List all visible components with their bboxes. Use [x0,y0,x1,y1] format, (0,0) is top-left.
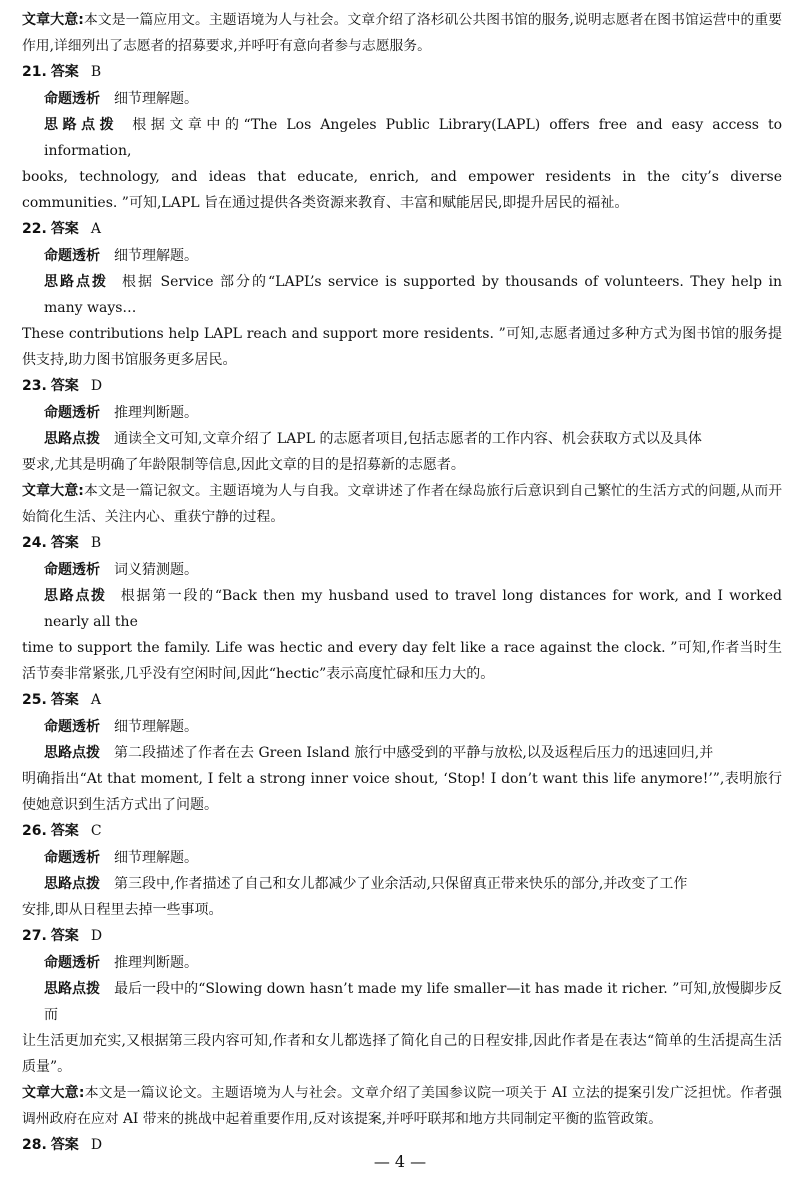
page-number: — 4 — [373,1152,427,1171]
hint-continuation: These contributions help LAPL reach and support more residents. ”可知,志愿者通过多种方式为图书馆的服务提供支持,助力图书馆服务更多居民。 [22,326,782,368]
analysis-text: 细节理解题。 [114,719,198,735]
question-number: 21. [22,64,47,80]
article-summary [22,478,782,530]
answer-value: D [90,928,103,944]
analysis-text: 推理判断题。 [114,405,198,421]
summary-label: 文章大意: [22,12,84,28]
hint-label: 思路点拨 [44,588,107,604]
question-answer [22,687,782,714]
hint-label: 思路点拨 [44,117,119,133]
analysis-line [22,86,782,112]
analysis-text: 细节理解题。 [114,850,198,866]
analysis-line [22,950,782,976]
hint-text: 根据 Service 部分的“LAPL’s service is supported by thousands of volunteers. They help in many ways… [44,274,782,316]
hint-continuation: 安排,即从日程里去掉一些事项。 [22,902,223,918]
hint-continuation: books, technology, and ideas that educate, enrich, and empower residents in the city’s diverse communities. ”可知,LAPL 旨在通过提供各类资源来教育、丰富和赋能居民,即提升居民的福祉。 [22,169,782,211]
analysis-line [22,845,782,871]
document-body [22,7,782,1159]
question-answer [22,530,782,557]
analysis-line [22,714,782,740]
summary-label: 文章大意: [22,483,84,499]
question-answer [22,923,782,950]
answer-value: A [90,221,101,237]
analysis-label: 命题透析 [44,91,100,107]
summary-text: 本文是一篇记叙文。主题语境为人与自我。文章讲述了作者在绿岛旅行后意识到自己繁忙的生活方式的问题,从而开始简化生活、关注内心、重获宁静的过程。 [22,483,782,525]
hint-line [22,740,782,766]
answer-label: 答案 [50,1137,79,1153]
hint-label: 思路点拨 [44,981,101,997]
answer-value: B [90,535,102,551]
hint-label: 思路点拨 [44,745,100,761]
summary-text: 本文是一篇应用文。主题语境为人与社会。文章介绍了洛杉矶公共图书馆的服务,说明志愿者在图书馆运营中的重要作用,详细列出了志愿者的招募要求,并呼吁有意向者参与志愿服务。 [22,12,782,54]
analysis-line [22,400,782,426]
question-answer [22,818,782,845]
hint-text: 根据文章中的“The Los Angeles Public Library(LAPL) offers free and easy access to information, [44,117,782,159]
hint-label: 思路点拨 [44,274,109,290]
hint-continuation: time to support the family. Life was hectic and every day felt like a race against the clock. ”可知,作者当时生活节奏非常紧张,几乎没有空闲时间,因此“hectic”表示高度忙碌和压力大的。 [22,640,782,682]
hint-text: 第三段中,作者描述了自己和女儿都减少了业余活动,只保留真正带来快乐的部分,并改变了工作 [114,876,688,892]
analysis-text: 词义猜测题。 [114,562,198,578]
question-answer [22,373,782,400]
hint-line [22,112,782,164]
hint-text: 第二段描述了作者在去 Green Island 旅行中感受到的平静与放松,以及返程后压力的迅速回归,并 [114,745,714,761]
hint-label: 思路点拨 [44,431,100,447]
question-answer [22,216,782,243]
answer-value: A [90,692,101,708]
hint-line [22,426,782,452]
analysis-line [22,557,782,583]
answer-label: 答案 [50,535,79,551]
summary-label: 文章大意: [22,1085,85,1101]
analysis-text: 细节理解题。 [114,248,198,264]
hint-text: 根据第一段的“Back then my husband used to travel long distances for work, and I worked nearly all the [44,588,782,630]
analysis-label: 命题透析 [44,955,100,971]
hint-line [22,269,782,321]
hint-line [22,976,782,1028]
analysis-line [22,243,782,269]
question-number: 27. [22,928,47,944]
analysis-label: 命题透析 [44,405,100,421]
question-answer [22,59,782,86]
hint-continuation: 明确指出“At that moment, I felt a strong inner voice shout, ‘Stop! I don’t want this life anymore!’”,表明旅行使她意识到生活方式出了问题。 [22,771,782,813]
question-number: 26. [22,823,47,839]
question-number: 24. [22,535,47,551]
analysis-text: 细节理解题。 [114,91,198,107]
answer-value: D [90,1137,103,1153]
answer-value: C [90,823,102,839]
answer-label: 答案 [50,692,79,708]
answer-label: 答案 [50,64,79,80]
hint-continuation: 要求,尤其是明确了年龄限制等信息,因此文章的目的是招募新的志愿者。 [22,457,465,473]
article-summary [22,1080,782,1132]
answer-value: B [90,64,102,80]
hint-continuation: 让生活更加充实,又根据第三段内容可知,作者和女儿都选择了简化自己的日程安排,因此作者是在表达“简单的生活提高生活质量”。 [22,1033,782,1075]
analysis-text: 推理判断题。 [114,955,198,971]
question-number: 28. [22,1137,47,1153]
answer-label: 答案 [50,221,79,237]
hint-label: 思路点拨 [44,876,100,892]
answer-value: D [90,378,103,394]
answer-label: 答案 [50,928,79,944]
article-summary [22,7,782,59]
answer-label: 答案 [50,823,79,839]
answer-label: 答案 [50,378,79,394]
hint-text: 通读全文可知,文章介绍了 LAPL 的志愿者项目,包括志愿者的工作内容、机会获取方式以及具体 [114,431,702,447]
question-number: 22. [22,221,47,237]
analysis-label: 命题透析 [44,248,100,264]
hint-text: 最后一段中的“Slowing down hasn’t made my life smaller—it has made it richer. ”可知,放慢脚步反而 [44,981,782,1023]
hint-line [22,871,782,897]
question-number: 23. [22,378,47,394]
question-number: 25. [22,692,47,708]
hint-line [22,583,782,635]
analysis-label: 命题透析 [44,562,100,578]
summary-text: 本文是一篇议论文。主题语境为人与社会。文章介绍了美国参议院一项关于 AI 立法的提案引发广泛担忧。作者强调州政府在应对 AI 带来的挑战中起着重要作用,反对该提案,并呼吁联邦和地方共同制定平衡的监管政策。 [22,1085,782,1127]
analysis-label: 命题透析 [44,850,100,866]
analysis-label: 命题透析 [44,719,100,735]
